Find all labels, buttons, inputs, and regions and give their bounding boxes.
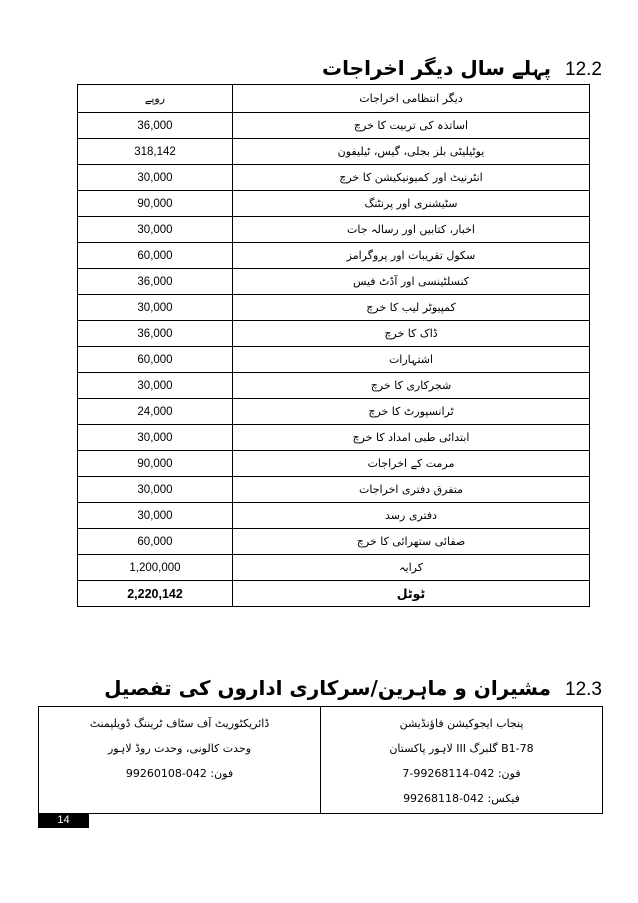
section-heading-12-2: [322, 56, 602, 81]
expense-amount: 30,000: [78, 425, 233, 451]
header-amount: روپے: [78, 85, 233, 113]
expense-item: سکول تقریبات اور پروگرامز: [233, 243, 590, 269]
expense-item: مرمت کے اخراجات: [233, 451, 590, 477]
expense-item: انٹرنیٹ اور کمیونیکیشن کا خرچ: [233, 165, 590, 191]
table-row: [78, 347, 590, 373]
agency-name: ڈائریکٹوریٹ آف سٹاف ٹریننگ ڈویلپمنٹ: [89, 717, 270, 730]
agency-phone: فون: 042-99268114-7: [402, 767, 521, 780]
table-row: [78, 191, 590, 217]
expense-item: اساتذہ کی تربیت کا خرچ: [233, 113, 590, 139]
expense-item: کرایہ: [233, 555, 590, 581]
expense-amount: 30,000: [78, 295, 233, 321]
agency-cell-dstd: [39, 707, 321, 814]
expense-amount: 36,000: [78, 269, 233, 295]
expense-amount: 60,000: [78, 243, 233, 269]
expense-amount: 36,000: [78, 113, 233, 139]
table-row: [78, 399, 590, 425]
section-title: پہلے سال دیگر اخراجات: [322, 56, 552, 80]
section-title: مشیران و ماہرین/سرکاری اداروں کی تفصیل: [104, 676, 552, 700]
total-label: ٹوٹل: [233, 581, 590, 607]
page-number: 14: [38, 813, 89, 828]
expense-item: دفتری رسد: [233, 503, 590, 529]
expense-amount: 36,000: [78, 321, 233, 347]
expense-amount: 60,000: [78, 347, 233, 373]
expense-item: ابتدائی طبی امداد کا خرچ: [233, 425, 590, 451]
expenses-table: [77, 84, 590, 607]
table-row: [78, 295, 590, 321]
expense-amount: 30,000: [78, 477, 233, 503]
header-item: دیگر انتظامی اخراجات: [233, 85, 590, 113]
expense-item: اخبار، کتابیں اور رسالہ جات: [233, 217, 590, 243]
expense-amount: 24,000: [78, 399, 233, 425]
expense-amount: 1,200,000: [78, 555, 233, 581]
section-number: 12.2: [565, 59, 602, 80]
table-row: [78, 139, 590, 165]
table-row: [78, 529, 590, 555]
table-row: [78, 165, 590, 191]
expense-item: اشتہارات: [233, 347, 590, 373]
agency-fax: فیکس: 042-99268118: [403, 792, 520, 805]
expense-item: متفرق دفتری اخراجات: [233, 477, 590, 503]
expense-item: ٹرانسپورٹ کا خرچ: [233, 399, 590, 425]
expense-amount: 90,000: [78, 451, 233, 477]
table-row: [78, 503, 590, 529]
table-row: [78, 451, 590, 477]
expense-item: یوٹیلیٹی بلز بجلی، گیس، ٹیلیفون: [233, 139, 590, 165]
expense-amount: 90,000: [78, 191, 233, 217]
total-amount: 2,220,142: [78, 581, 233, 607]
expense-amount: 30,000: [78, 503, 233, 529]
expenses-body: [78, 113, 590, 607]
expense-amount: 60,000: [78, 529, 233, 555]
expense-amount: 318,142: [78, 139, 233, 165]
agency-name: پنجاب ایجوکیشن فاؤنڈیشن: [399, 717, 524, 730]
expense-item: ڈاک کا خرچ: [233, 321, 590, 347]
table-row: [78, 243, 590, 269]
table-row: [78, 373, 590, 399]
table-row: [78, 217, 590, 243]
expense-item: کمپیوٹر لیب کا خرچ: [233, 295, 590, 321]
table-row: [78, 425, 590, 451]
table-row: [78, 555, 590, 581]
agency-address: وحدت کالونی، وحدت روڈ لاہور: [107, 742, 252, 755]
agency-cell-pef: [321, 707, 603, 814]
expense-item: سٹیشنری اور پرنٹنگ: [233, 191, 590, 217]
expense-item: صفائی ستھرائی کا خرچ: [233, 529, 590, 555]
table-row: [78, 321, 590, 347]
table-row: [78, 113, 590, 139]
total-row: [78, 581, 590, 607]
section-heading-12-3: [104, 676, 602, 701]
table-row: [78, 269, 590, 295]
expense-amount: 30,000: [78, 165, 233, 191]
expense-item: کنسلٹینسی اور آڈٹ فیس: [233, 269, 590, 295]
agencies-row: [39, 707, 603, 814]
expense-amount: 30,000: [78, 373, 233, 399]
agencies-table: [38, 706, 603, 814]
section-number: 12.3: [565, 679, 602, 700]
table-header-row: [78, 85, 590, 113]
expense-amount: 30,000: [78, 217, 233, 243]
table-row: [78, 477, 590, 503]
expense-item: شجرکاری کا خرچ: [233, 373, 590, 399]
agency-phone: فون: 042-99260108: [125, 767, 234, 780]
agency-address: 78-B1 گلبرگ III لاہور پاکستان: [389, 742, 534, 755]
